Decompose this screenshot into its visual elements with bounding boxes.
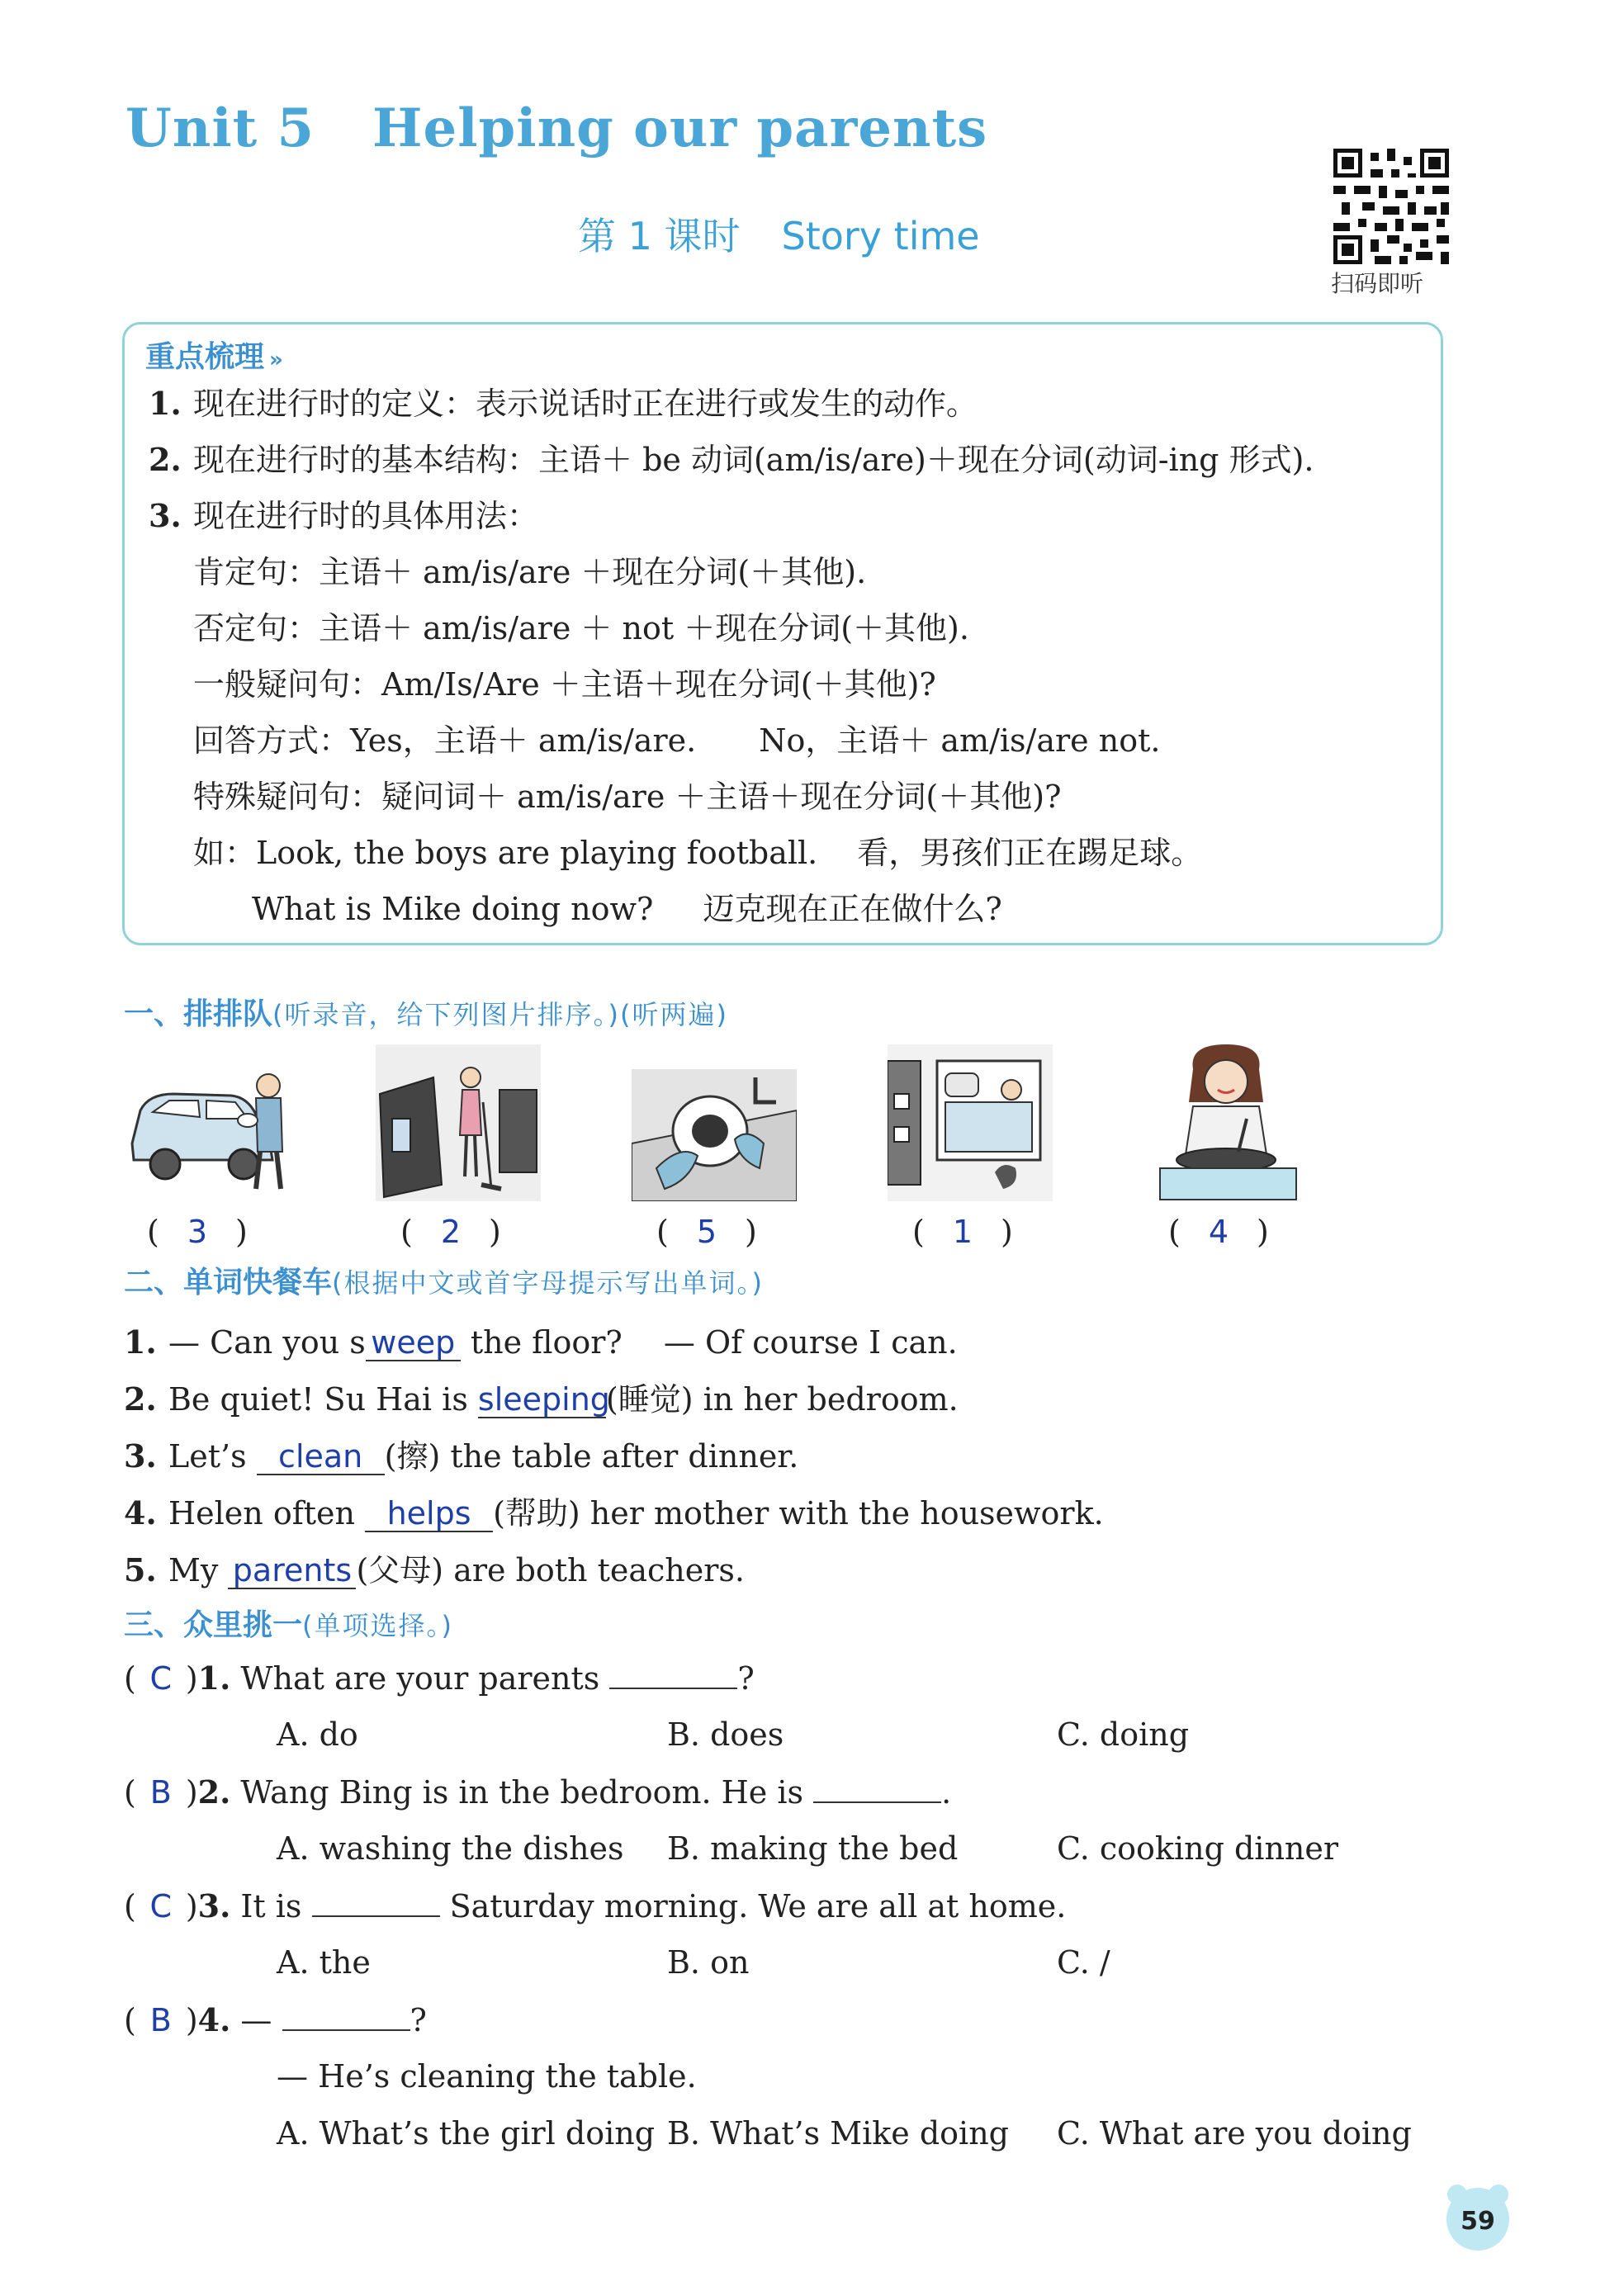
mc-answer-3[interactable]: C xyxy=(149,1888,173,1924)
lesson-title xyxy=(578,206,980,261)
making-bed-picture xyxy=(888,1044,1053,1201)
usage-wh-question: 特殊疑问句：疑问词＋ am/is/are ＋主语＋现在分词(＋其他)? xyxy=(193,779,1062,815)
washing-car-picture xyxy=(124,1044,289,1201)
mc-4-option-b[interactable]: B. What’s Mike doing xyxy=(667,2115,1010,2152)
key-point-2: 2. 现在进行时的基本结构：主语＋ be 动词(am/is/are)＋现在分词(动词-ing 形式). xyxy=(149,441,1314,478)
mc-1-option-c[interactable]: C. doing xyxy=(1057,1716,1190,1753)
order-answer-3: ( 5 ) xyxy=(656,1214,757,1250)
mc-2-option-a[interactable]: A. washing the dishes xyxy=(277,1830,624,1867)
mc-question-2: ( B )2. Wang Bing is in the bedroom. He is . xyxy=(124,1773,952,1811)
fill-item-3: 3. Let’s clean (擦) the table after dinner. xyxy=(124,1437,799,1475)
example-1: 如：Look, the boys are playing football. 看，男孩们正在踢足球。 xyxy=(193,835,1203,871)
sweeping-floor-picture xyxy=(376,1044,541,1201)
mc-blank-3 xyxy=(312,1915,440,1917)
qr-caption: 扫码即听 xyxy=(1331,270,1424,297)
qr-code-icon[interactable] xyxy=(1333,149,1449,264)
mc-blank-4 xyxy=(282,2029,410,2031)
mc-answer-1[interactable]: C xyxy=(149,1660,173,1697)
mc-1-option-b[interactable]: B. does xyxy=(667,1716,784,1753)
usage-answer: 回答方式：Yes，主语＋ am/is/are. No，主语＋ am/is/are not. xyxy=(193,722,1161,759)
mc-blank-1 xyxy=(609,1688,737,1689)
section-3-heading: 三、众里挑一(单项选择。) xyxy=(124,1608,453,1642)
mc-4-option-a[interactable]: A. What’s the girl doing xyxy=(277,2115,656,2152)
mc-3-option-b[interactable]: B. on xyxy=(667,1944,750,1981)
fill-item-2: 2. Be quiet! Su Hai is sleeping(睡觉) in her bedroom. xyxy=(124,1380,959,1418)
key-point-3: 3. 现在进行时的具体用法： xyxy=(149,497,539,534)
fill-blank-1[interactable]: weep xyxy=(366,1327,461,1361)
fill-item-5: 5. My parents (父母) are both teachers. xyxy=(124,1551,746,1588)
usage-question: 一般疑问句：Am/Is/Are ＋主语＋现在分词(＋其他)? xyxy=(193,666,936,703)
usage-affirmative: 肯定句：主语＋ am/is/are ＋现在分词(＋其他). xyxy=(193,554,867,590)
washing-dishes-picture xyxy=(632,1044,797,1201)
page-number: 59 xyxy=(1461,2207,1495,2236)
key-points-title xyxy=(145,334,283,376)
chevron-right-icon: » xyxy=(269,348,283,372)
fill-blank-2[interactable]: sleeping xyxy=(477,1381,610,1418)
order-answer-5: ( 4 ) xyxy=(1168,1214,1269,1250)
section-2-heading: 二、单词快餐车(根据中文或首字母提示写出单词。) xyxy=(124,1266,764,1299)
cooking-picture xyxy=(1143,1044,1309,1201)
fill-item-4: 4. Helen often helps (帮助) her mother with the housework. xyxy=(124,1494,1104,1531)
mc-4-option-c[interactable]: C. What are you doing xyxy=(1057,2115,1412,2152)
mc-question-4: ( B )4. — ? xyxy=(124,2001,427,2038)
usage-negative: 否定句：主语＋ am/is/are ＋ not ＋现在分词(＋其他). xyxy=(193,610,969,646)
mc-answer-2[interactable]: B xyxy=(149,1774,172,1811)
key-points-title-text: 重点梳理 xyxy=(145,340,265,374)
section-1-heading: 一、排排队(听录音，给下列图片排序。)(听两遍) xyxy=(124,997,728,1031)
mc-question-3: ( C )3. It is Saturday morning. We are all at home. xyxy=(124,1887,1067,1924)
key-point-1: 1. 现在进行时的定义：表示说话时正在进行或发生的动作。 xyxy=(149,385,978,422)
lesson-name: Story time xyxy=(781,214,980,258)
mc-answer-4[interactable]: B xyxy=(149,2002,172,2038)
order-answer-4: ( 1 ) xyxy=(912,1214,1013,1250)
mc-blank-2 xyxy=(813,1801,941,1803)
mc-1-option-a[interactable]: A. do xyxy=(277,1716,358,1753)
unit-title xyxy=(125,97,987,159)
mc-4-reply: — He’s cleaning the table. xyxy=(277,2058,697,2095)
page-number-badge xyxy=(1441,2180,1515,2254)
fill-blank-4[interactable]: helps xyxy=(365,1498,493,1532)
mc-2-option-c[interactable]: C. cooking dinner xyxy=(1057,1830,1339,1867)
unit-label: Unit 5 xyxy=(125,97,315,159)
fill-item-1: 1. — Can you s weep the floor? — Of course I can. xyxy=(124,1323,958,1361)
mc-question-1: ( C )1. What are your parents ? xyxy=(124,1659,755,1697)
unit-name: Helping our parents xyxy=(372,97,988,159)
fill-blank-5[interactable]: parents xyxy=(228,1555,356,1589)
mc-3-option-a[interactable]: A. the xyxy=(277,1944,371,1981)
mc-2-option-b[interactable]: B. making the bed xyxy=(667,1830,959,1867)
lesson-label: 第 1 课时 xyxy=(578,214,741,258)
order-answer-2: ( 2 ) xyxy=(400,1214,501,1250)
order-answer-1: ( 3 ) xyxy=(147,1214,248,1250)
mc-3-option-c[interactable]: C. / xyxy=(1057,1944,1110,1981)
fill-blank-3[interactable]: clean xyxy=(257,1441,385,1475)
example-2: What is Mike doing now? 迈克现在正在做什么? xyxy=(252,891,1002,927)
